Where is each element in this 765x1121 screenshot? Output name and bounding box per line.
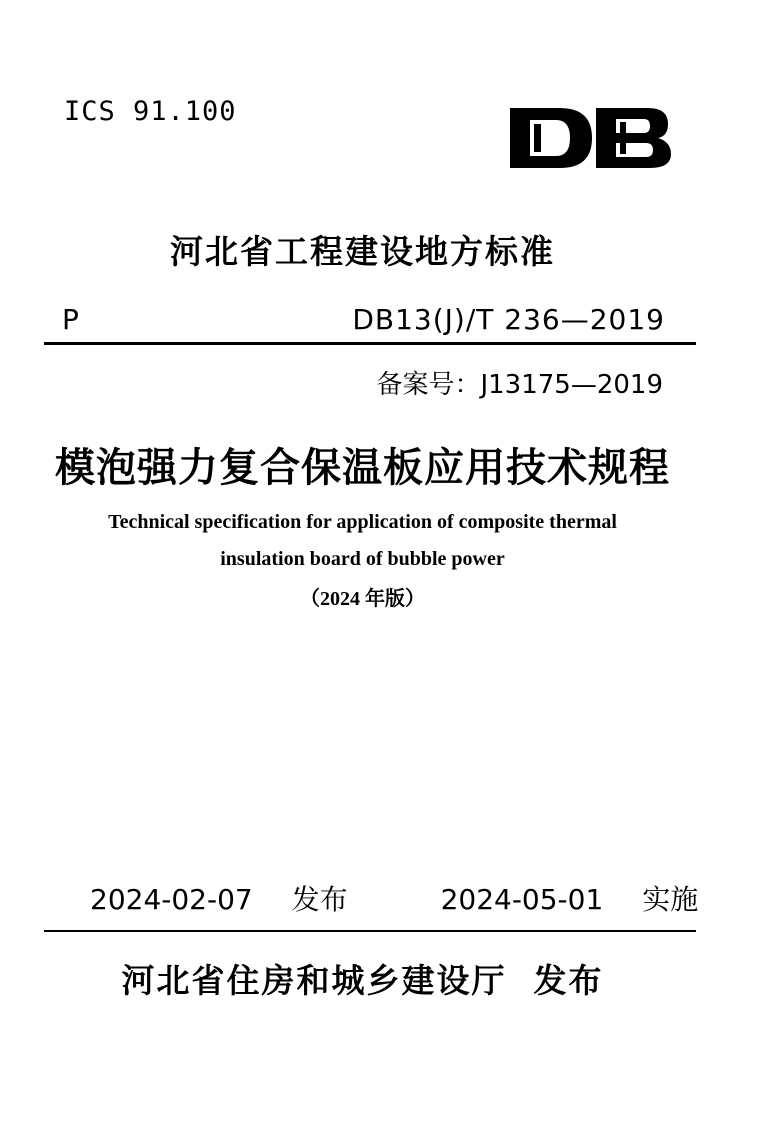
implement-label: 实施	[642, 883, 699, 916]
title-english-line2: insulation board of bubble power	[220, 548, 505, 570]
issuing-authority: 河北省住房和城乡建设厅 发布	[121, 961, 604, 1000]
publish-date: 2024-02-07	[90, 883, 253, 916]
title-english-line1: Technical specification for application of composite thermal	[108, 511, 617, 533]
date-row	[90, 878, 698, 918]
bottom-divider	[44, 930, 696, 932]
standard-code: DB13(J)/T 236—2019	[352, 303, 665, 336]
title-chinese: 模泡强力复合保温板应用技术规程	[55, 444, 670, 491]
implement-date: 2024-05-01	[440, 883, 604, 916]
record-number: 备案号：J13175—2019	[376, 370, 663, 400]
publish-label: 发布	[291, 883, 348, 916]
top-divider	[44, 342, 696, 345]
standard-category: 河北省工程建设地方标准	[170, 232, 555, 271]
db-logo	[508, 104, 673, 172]
edition-label: （2024 年版）	[300, 588, 425, 610]
classification-code: P	[62, 303, 79, 336]
ics-code: ICS 91.100	[64, 96, 237, 127]
